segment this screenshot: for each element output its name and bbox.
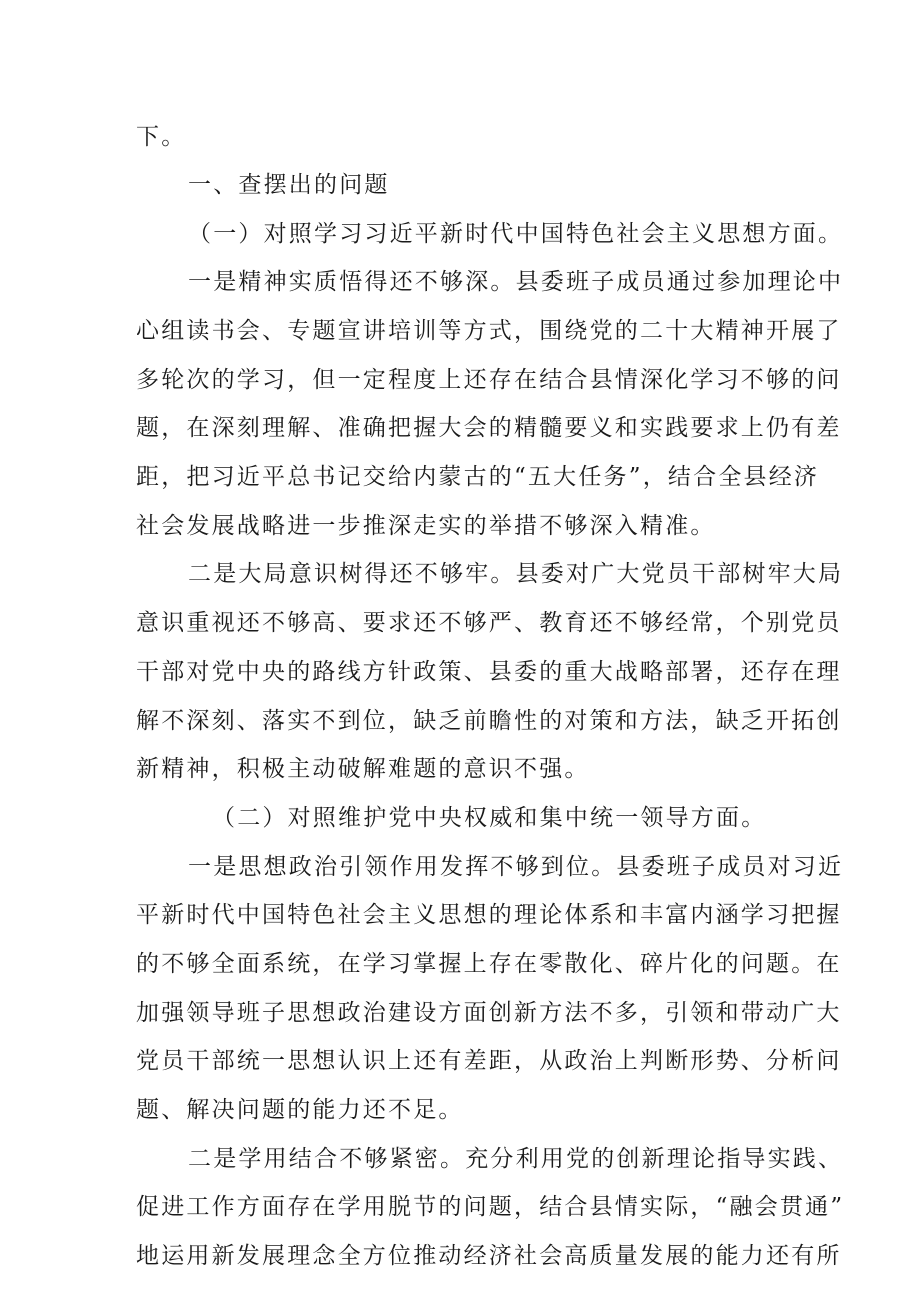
paragraph-line: 平新时代中国特色社会主义思想的理论体系和丰富内涵学习把握: [136, 902, 842, 928]
section-heading: 一、查摆出的问题: [188, 172, 390, 198]
paragraph-line: 解不深刻、落实不到位，缺乏前瞻性的对策和方法，缺乏开拓创: [136, 708, 842, 734]
paragraph-line: 地运用新发展理念全方位推动经济社会高质量发展的能力还有所: [136, 1243, 842, 1269]
paragraph-line: 距，把习近平总书记交给内蒙古的“五大任务”，结合全县经济: [136, 464, 820, 490]
paragraph-line: 加强领导班子思想政治建设方面创新方法不多，引领和带动广大: [136, 1000, 842, 1026]
paragraph-line: 意识重视还不够高、要求还不够严、教育还不够经常，个别党员: [136, 610, 842, 636]
subsection-heading: （二）对照维护党中央权威和集中统一领导方面。: [212, 805, 767, 831]
paragraph-line: 二是学用结合不够紧密。充分利用党的创新理论指导实践、: [188, 1146, 844, 1172]
paragraph-line: 一是思想政治引领作用发挥不够到位。县委班子成员对习近: [188, 854, 844, 880]
paragraph-line: 干部对党中央的路线方针政策、县委的重大战略部署，还存在理: [136, 659, 842, 685]
paragraph-line: 题，在深刻理解、准确把握大会的精髓要义和实践要求上仍有差: [136, 415, 842, 441]
paragraph-line: 多轮次的学习，但一定程度上还存在结合县情深化学习不够的问: [136, 367, 842, 393]
paragraph-line: 心组读书会、专题宣讲培训等方式，围绕党的二十大精神开展了: [136, 318, 842, 344]
paragraph-line: 一是精神实质悟得还不够深。县委班子成员通过参加理论中: [188, 269, 844, 295]
paragraph-line: 二是大局意识树得还不够牢。县委对广大党员干部树牢大局: [188, 561, 844, 587]
paragraph-line: 社会发展战略进一步推深走实的举措不够深入精准。: [136, 513, 716, 539]
paragraph-line: 促进工作方面存在学用脱节的问题，结合县情实际，“融会贯通”: [136, 1194, 845, 1220]
paragraph-line: 下。: [136, 124, 187, 150]
paragraph-line: 新精神，积极主动破解难题的意识不强。: [136, 756, 590, 782]
subsection-heading: （一）对照学习习近平新时代中国特色社会主义思想方面。: [188, 221, 844, 247]
paragraph-line: 题、解决问题的能力还不足。: [136, 1097, 464, 1123]
paragraph-line: 的不够全面系统，在学习掌握上存在零散化、碎片化的问题。在: [136, 951, 842, 977]
paragraph-line: 党员干部统一思想认识上还有差距，从政治上判断形势、分析问: [136, 1048, 842, 1074]
